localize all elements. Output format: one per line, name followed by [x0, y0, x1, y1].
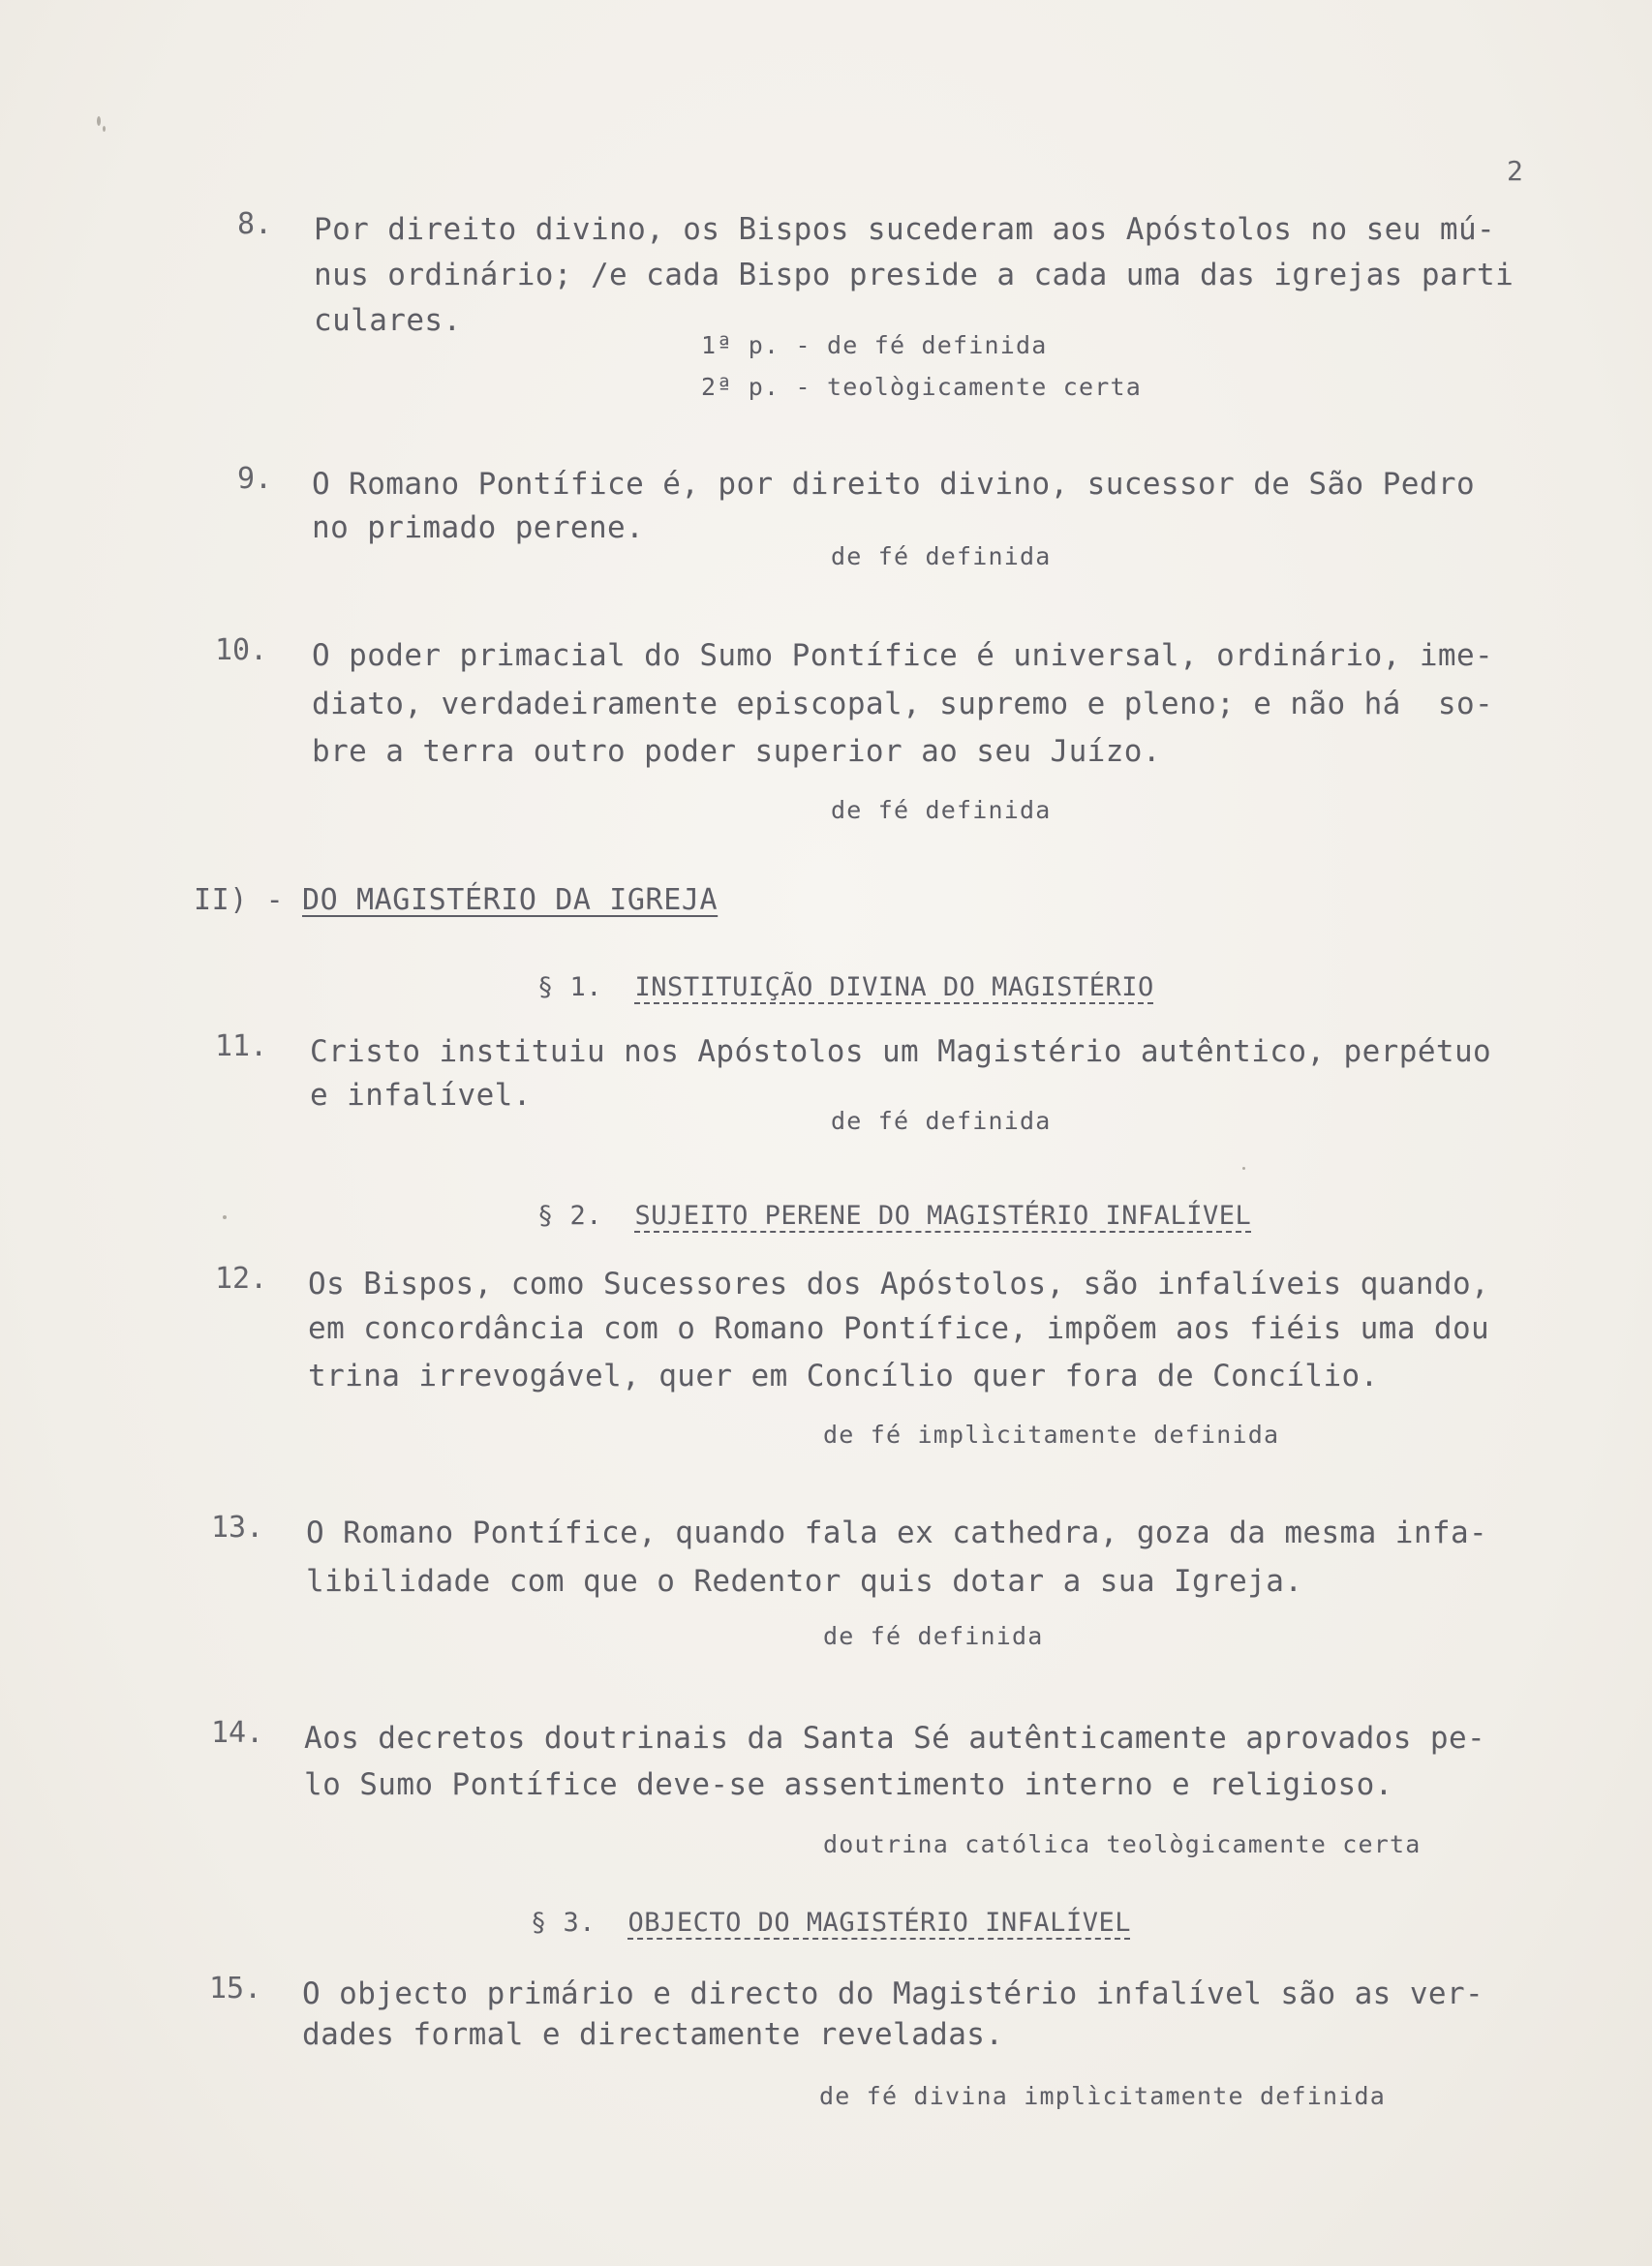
item-line: Por direito divino, os Bispos sucederam aos Apóstolos no seu mú- — [314, 212, 1496, 247]
item-number: 12. — [215, 1262, 268, 1296]
item-line: Aos decretos doutrinais da Santa Sé autênticamente aprovados pe- — [304, 1721, 1486, 1756]
subsection-mark: § 1. — [537, 972, 603, 1002]
item-number: 9. — [237, 462, 273, 496]
paper-speck — [103, 126, 106, 132]
item-line: em concordância com o Romano Pontífice, impõem aos fiéis uma dou — [308, 1311, 1490, 1346]
qualification: de fé definida — [823, 1622, 1044, 1650]
subsection-heading — [537, 1201, 1251, 1231]
paper-speck — [1242, 1167, 1245, 1170]
section-heading — [194, 883, 718, 917]
paper-speck — [97, 116, 101, 126]
qualification: de fé definida — [831, 1107, 1052, 1135]
subsection-heading — [531, 1908, 1131, 1938]
qualification: 1ª p. - de fé definida — [701, 331, 1048, 359]
subsection-mark: § 2. — [537, 1201, 603, 1231]
qualification: doutrina católica teològicamente certa — [823, 1830, 1422, 1858]
qualification: de fé definida — [831, 796, 1052, 824]
subsection-title: SUJEITO PERENE DO MAGISTÉRIO INFALÍVEL — [634, 1201, 1252, 1231]
page-number: 2 — [1507, 155, 1523, 187]
section-title: DO MAGISTÉRIO DA IGREJA — [301, 883, 719, 917]
section-prefix: II) - — [194, 883, 302, 917]
item-number: 15. — [209, 1972, 262, 2006]
qualification: de fé definida — [831, 542, 1052, 570]
qualification: de fé divina implìcitamente definida — [819, 2082, 1387, 2110]
item-line: e infalível. — [310, 1078, 532, 1113]
item-line: nus ordinário; /e cada Bispo preside a cada uma das igrejas parti — [314, 258, 1514, 292]
item-number: 8. — [237, 207, 273, 241]
qualification: de fé implìcitamente definida — [823, 1421, 1280, 1449]
subsection-title: INSTITUIÇÃO DIVINA DO MAGISTÉRIO — [634, 972, 1154, 1002]
qualification: 2ª p. - teològicamente certa — [701, 373, 1143, 401]
item-line: culares. — [314, 303, 462, 338]
item-line: dades formal e directamente reveladas. — [302, 2017, 1004, 2052]
item-line: trina irrevogável, quer em Concílio quer fora de Concílio. — [308, 1359, 1379, 1393]
item-number: 14. — [211, 1716, 264, 1750]
item-line: O poder primacial do Sumo Pontífice é universal, ordinário, ime- — [312, 638, 1494, 673]
subsection-mark: § 3. — [531, 1908, 597, 1938]
paper-speck — [223, 1215, 227, 1219]
item-line: no primado perene. — [312, 510, 645, 545]
item-number: 13. — [211, 1511, 264, 1545]
item-line: bre a terra outro poder superior ao seu Juízo. — [312, 734, 1161, 769]
item-line: O objecto primário e directo do Magistério infalível são as ver- — [302, 1976, 1484, 2011]
subsection-title: OBJECTO DO MAGISTÉRIO INFALÍVEL — [627, 1908, 1131, 1938]
item-line: Cristo instituiu nos Apóstolos um Magistério autêntico, perpétuo — [310, 1034, 1492, 1069]
item-line: diato, verdadeiramente episcopal, supremo e pleno; e não há so- — [312, 687, 1494, 721]
item-line: libilidade com que o Redentor quis dotar a sua Igreja. — [306, 1564, 1303, 1599]
item-line: Os Bispos, como Sucessores dos Apóstolos, são infalíveis quando, — [308, 1267, 1490, 1301]
item-number: 11. — [215, 1029, 268, 1063]
item-number: 10. — [215, 633, 268, 667]
item-line: O Romano Pontífice, quando fala ex cathedra, goza da mesma infa- — [306, 1516, 1488, 1550]
item-line: lo Sumo Pontífice deve-se assentimento interno e religioso. — [304, 1767, 1393, 1802]
item-line: O Romano Pontífice é, por direito divino, sucessor de São Pedro — [312, 467, 1476, 502]
subsection-heading — [537, 972, 1154, 1002]
